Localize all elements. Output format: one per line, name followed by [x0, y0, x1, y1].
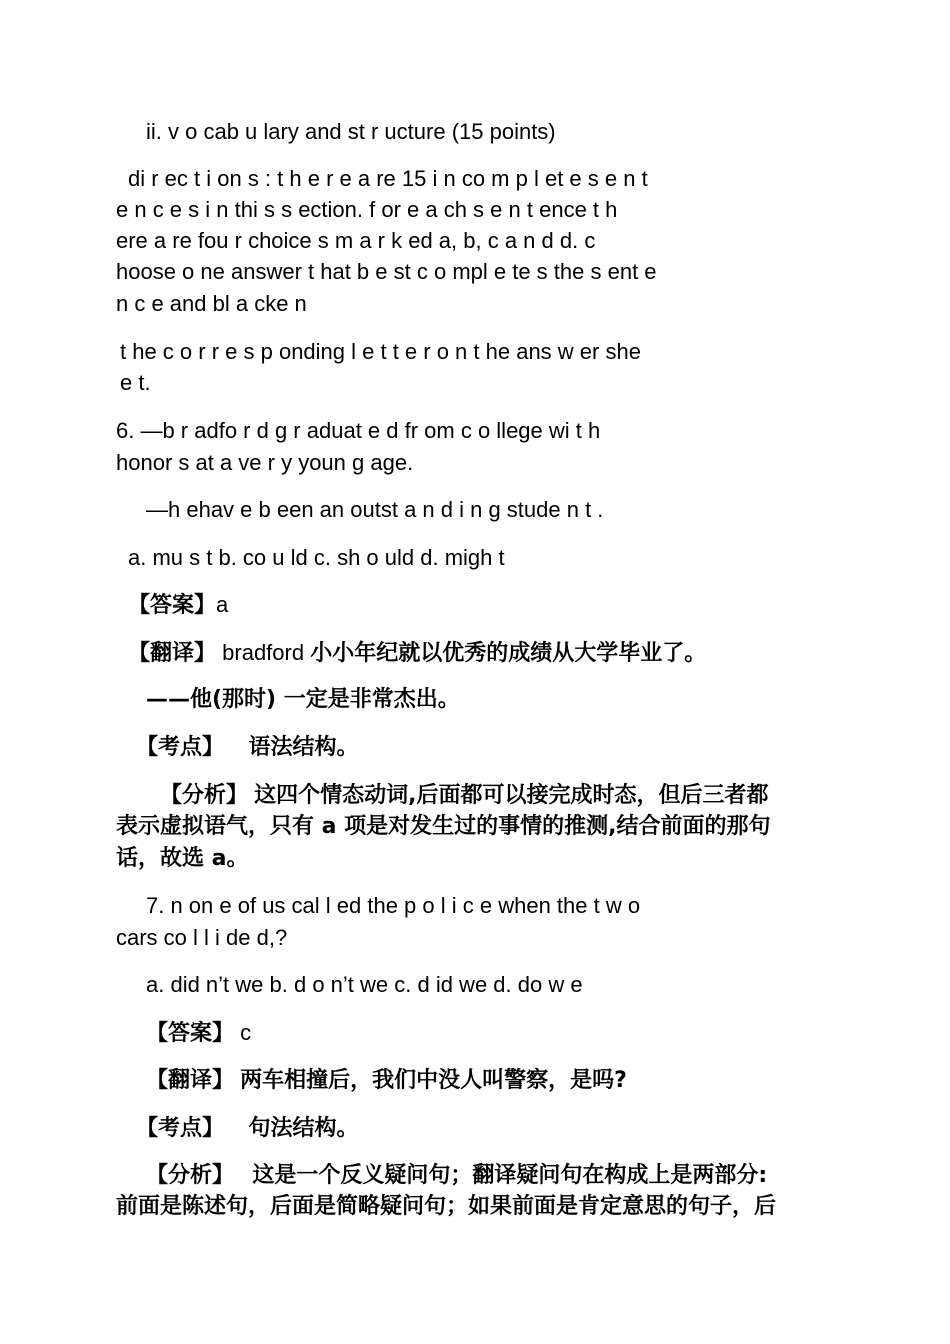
q6-translation-label: 【翻译】	[128, 641, 217, 666]
q7-point-label: 【考点】	[136, 1116, 225, 1141]
directions-line-5: n c e and bl a cke n	[116, 291, 307, 316]
q7-analysis-row	[146, 1159, 767, 1192]
q7-answer: c	[240, 1020, 252, 1045]
q6-analysis-line-1: 这四个情态动词,后面都可以接完成时态，但后三者都	[254, 783, 769, 808]
q6-stem-line-3: —h ehav e b een an outst a n d i n g stude n t .	[146, 497, 604, 522]
q7-options: a. did n’t we b. d o n’t we c. d id we d. do w e	[146, 972, 583, 997]
q7-stem-line-2: cars co l l i de d,?	[116, 925, 288, 950]
q7-point-row	[136, 1112, 358, 1145]
q7-analysis-label: 【分析】	[146, 1163, 235, 1188]
q6-point-row	[136, 731, 358, 764]
q7-translation-text: 两车相撞后，我们中没人叫警察，是吗?	[240, 1068, 627, 1093]
q7-answer-row	[146, 1017, 251, 1050]
q6-translation-line-2: ——他(那时) 一定是非常杰出。	[146, 687, 460, 712]
q6-stem-line-1: 6. —b r adfo r d g r aduat e d fr om c o llege wi t h	[116, 418, 601, 443]
directions-line-2: e n c e s i n thi s s ection. f or e a ch s e n t ence t h	[116, 197, 618, 222]
q7-translation-label: 【翻译】	[146, 1068, 235, 1093]
q6-stem-line-2: honor s at a ve r y youn g age.	[116, 450, 414, 475]
q7-stem-line-1: 7. n on e of us cal l ed the p o l i c e when the t w o	[146, 893, 641, 918]
q6-translation-text: 小小年纪就以优秀的成绩从大学毕业了。	[310, 641, 707, 666]
directions-line-1: di r ec t i on s : t h e r e a re 15 i n co m p l et e s e n t	[128, 166, 648, 191]
q6-analysis-label: 【分析】	[160, 783, 249, 808]
q7-answer-label: 【答案】	[146, 1021, 235, 1046]
directions-line-4: hoose o ne answer t hat b e st c o mpl e te s the s ent e	[116, 259, 657, 284]
q6-answer-row	[128, 589, 228, 622]
directions-line-3: ere a re fou r choice s m a r k ed a, b, c a n d d. c	[116, 228, 596, 253]
q6-answer: a	[216, 592, 229, 617]
q6-analysis-row	[160, 779, 769, 812]
q6-analysis-line-2: 表示虚拟语气，只有 a 项是对发生过的事情的推测,结合前面的那句	[116, 814, 771, 839]
directions-line-7: e t.	[120, 370, 151, 395]
q6-answer-label: 【答案】	[128, 593, 217, 618]
q6-options: a. mu s t b. co u ld c. sh o uld d. migh t	[128, 545, 505, 570]
q6-translation-row	[128, 637, 706, 670]
q6-point-label: 【考点】	[136, 735, 225, 760]
section-heading: ii. v o cab u lary and st r ucture (15 points)	[146, 119, 556, 144]
q7-point: 句法结构。	[248, 1116, 359, 1141]
q7-translation-row	[146, 1064, 627, 1097]
q6-analysis-line-3: 话，故选 a。	[116, 846, 249, 871]
q6-translation-name: bradford	[222, 640, 305, 665]
q7-analysis-line-1: 这是一个反义疑问句；翻译疑问句在构成上是两部分:	[252, 1163, 768, 1188]
q7-analysis-line-2: 前面是陈述句，后面是简略疑问句；如果前面是肯定意思的句子，后	[116, 1194, 777, 1219]
directions-line-6: t he c o r r e s p onding l e t t e r o n t he ans w er she	[120, 339, 641, 364]
q6-point: 语法结构。	[248, 735, 359, 760]
